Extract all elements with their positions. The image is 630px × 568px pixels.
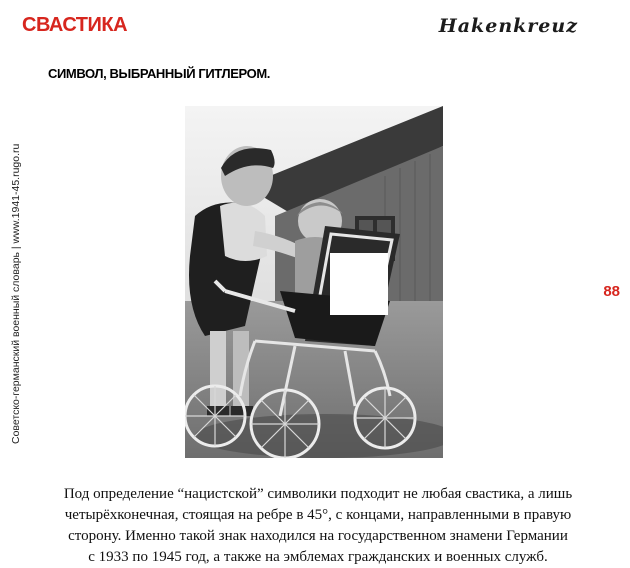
body-text-line: Под определение “нацистской” символики подходит не любая свастика, а лишь [63, 486, 573, 502]
german-entry-title: Hakenkreuz [438, 15, 578, 37]
body-text [40, 484, 596, 568]
body-text-line: четырёхконечная, стоящая на ребре в 45°, с концами, направленными в правую [64, 507, 572, 523]
side-source-caption: Советско-германский военный словарь | www.1941-45.rugo.ru [10, 143, 22, 444]
page-number: 88 [603, 283, 620, 300]
body-text-line: с 1933 по 1945 год, а также на эмблемах гражданских и военных служб. [88, 549, 548, 565]
entry-subtitle: СИМВОЛ, ВЫБРАННЫЙ ГИТЛЕРОМ. [48, 66, 270, 81]
historical-photo [185, 106, 443, 458]
censored-block [330, 253, 388, 315]
photo-illustration [185, 106, 443, 458]
body-text-line: сторону. Именно такой знак находился на государственном знамени Германии [68, 528, 568, 544]
entry-title: СВАСТИКА [22, 14, 128, 36]
